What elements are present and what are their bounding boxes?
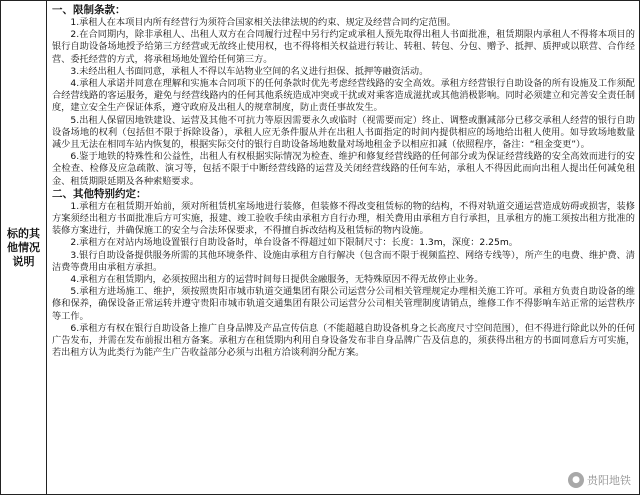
clause-text: 5.出租人保留因地铁建设、运营及其他不可抗力等原因需要永久或临时（视需要而定）终止、调整或删减部分已移交承租人经营的银行自助设备场地的权利（包括但不限于拆除设备），承租人应无条件服从并在出租人书面指定的时间内提供相应的场地给出租人使用。如导致场地数量减少且无法在相同车站内恢复的，根据实际交付的银行自助设备场地数量对场地租金予以相应扣减（依照程序，备注：“租金变更”）。 — [52, 114, 635, 151]
clause-text: 5.承租方进场施工、维护，须按照贵阳市城市轨道交通集团有限公司运营分公司相关管理规定办理相关施工许可。承租方负责自助设备的维修和保养，确保设备正常运转并遵守贵阳市城市轨道交通集团有限公司运营分公司相关管理制度请销点，维修工作不得影响车站正常的运营秩序等工作。 — [52, 286, 635, 322]
clause-text: 3.银行自助设备提供服务所需的其他环境条件、设施由承租方自行解决（包含而不限于视频监控、网络专线等），所产生的电费、维护费、清洁费等费用由承租方承担。 — [52, 249, 635, 273]
watermark — [568, 472, 631, 488]
clause-text: 4.承租方在租赁期内，必须按照出租方的运营时间每日提供金融服务，无特殊原因不得无故停止业务。 — [70, 274, 484, 286]
wechat-logo-icon: ● — [568, 472, 584, 488]
clause-text: 1.承租方在租赁期开始前，须对所租赁机室场地进行装修，但装修不得改变租赁标的物的结构，不得对轨道交通运营造成妨碍或损害，装修方案须经出租方书面批准后方可实施，报建、竣工验收手续由承租方自行办理，相关费用由承租方自行承担，且承租方的施工须按出租方批准的装修方案进行，并确保施工的安全与合法环保要求，不得擅自拆改结构及租赁标的物内设施。 — [52, 200, 635, 237]
content-cell — [52, 4, 635, 492]
section-title: 一、限制条款： — [52, 4, 126, 16]
clause-text: 3.未经出租人书面同意，承租人不得以车站物业空间的名义进行担保、抵押等融资活动。 — [70, 65, 429, 77]
section-special-terms — [52, 188, 635, 360]
clause-text: 1.承租人在本项目内所有经营行为须符合国家相关法律法规的约束、规定及经营合同约定范围。 — [70, 17, 456, 28]
clause-text: 6.鉴于地铁的特殊性和公益性，出租人有权根据实际情况为检查、维护和修复经营线路的任何部分或为保证经营线路的安全高效而进行的安全检查、检修及应急疏散、演习等，包括不限于中断经营线路的运营及关闭经营线路的任何车站，承租人不得因此而向出租人提出任何减免租金、租赁期限延期及各种索赔要求。 — [52, 151, 635, 187]
watermark-text: 贵阳地铁 — [587, 474, 631, 487]
clause-text: 2.在合同期内，除非承租人、出租人双方在合同履行过程中另行约定或承租人预先取得出租人书面批准，租赁期限内承租人不得将本项目的银行自助设备场地授予给第三方经营或无故终止使用权，也不得将相关权益进行转让、转租、转包、分包、赠予、抵押、质押或以联营、合作经营、委托经营的方式，将承租场地处置给任何第三方。 — [52, 29, 635, 65]
clause-text: 4.承租人承诺并同意在理解和实施本合同项下的任何条款时优先考虑经营线路的安全高效。承租方经营银行自助设备的所有设施及工作须配合经营线路的客运服务，避免与经营线路内的任何其他系统造成冲突或干扰或对乘客造成滋扰或其他消极影响。同时必须建立和完善安全责任制度，建立安全生产保证体系，遵守政府及出租人的规章制度，防止责任事故发生。 — [52, 78, 635, 114]
section-restrictions — [52, 4, 635, 188]
clause-text: 2.承租方在对站内场地设置银行自助设备时，单台设备不得超过如下限制尺寸：长度：1.3m，深度：2.25m。 — [70, 237, 518, 249]
row-label: 标的其他情况说明 — [7, 226, 40, 268]
section-title: 二、其他特别约定： — [52, 187, 147, 200]
clause-text: 6.承租方有权在银行自助设备上推广自身品牌及产品宣传信息（不能超越自助设备机身之长高度尺寸空间范围），但不得进行除此以外的任何广告发布，并需在发布前报出租方备案。承租方在租赁期内利用自身设备发布非自身品牌广告及信息的，须获得出租方的书面同意后方可实施，若出租方认为此类行为能产生广告收益部分必须与出租方洽谈利润分配方案。 — [52, 322, 635, 359]
label-cell — [1, 1, 47, 494]
